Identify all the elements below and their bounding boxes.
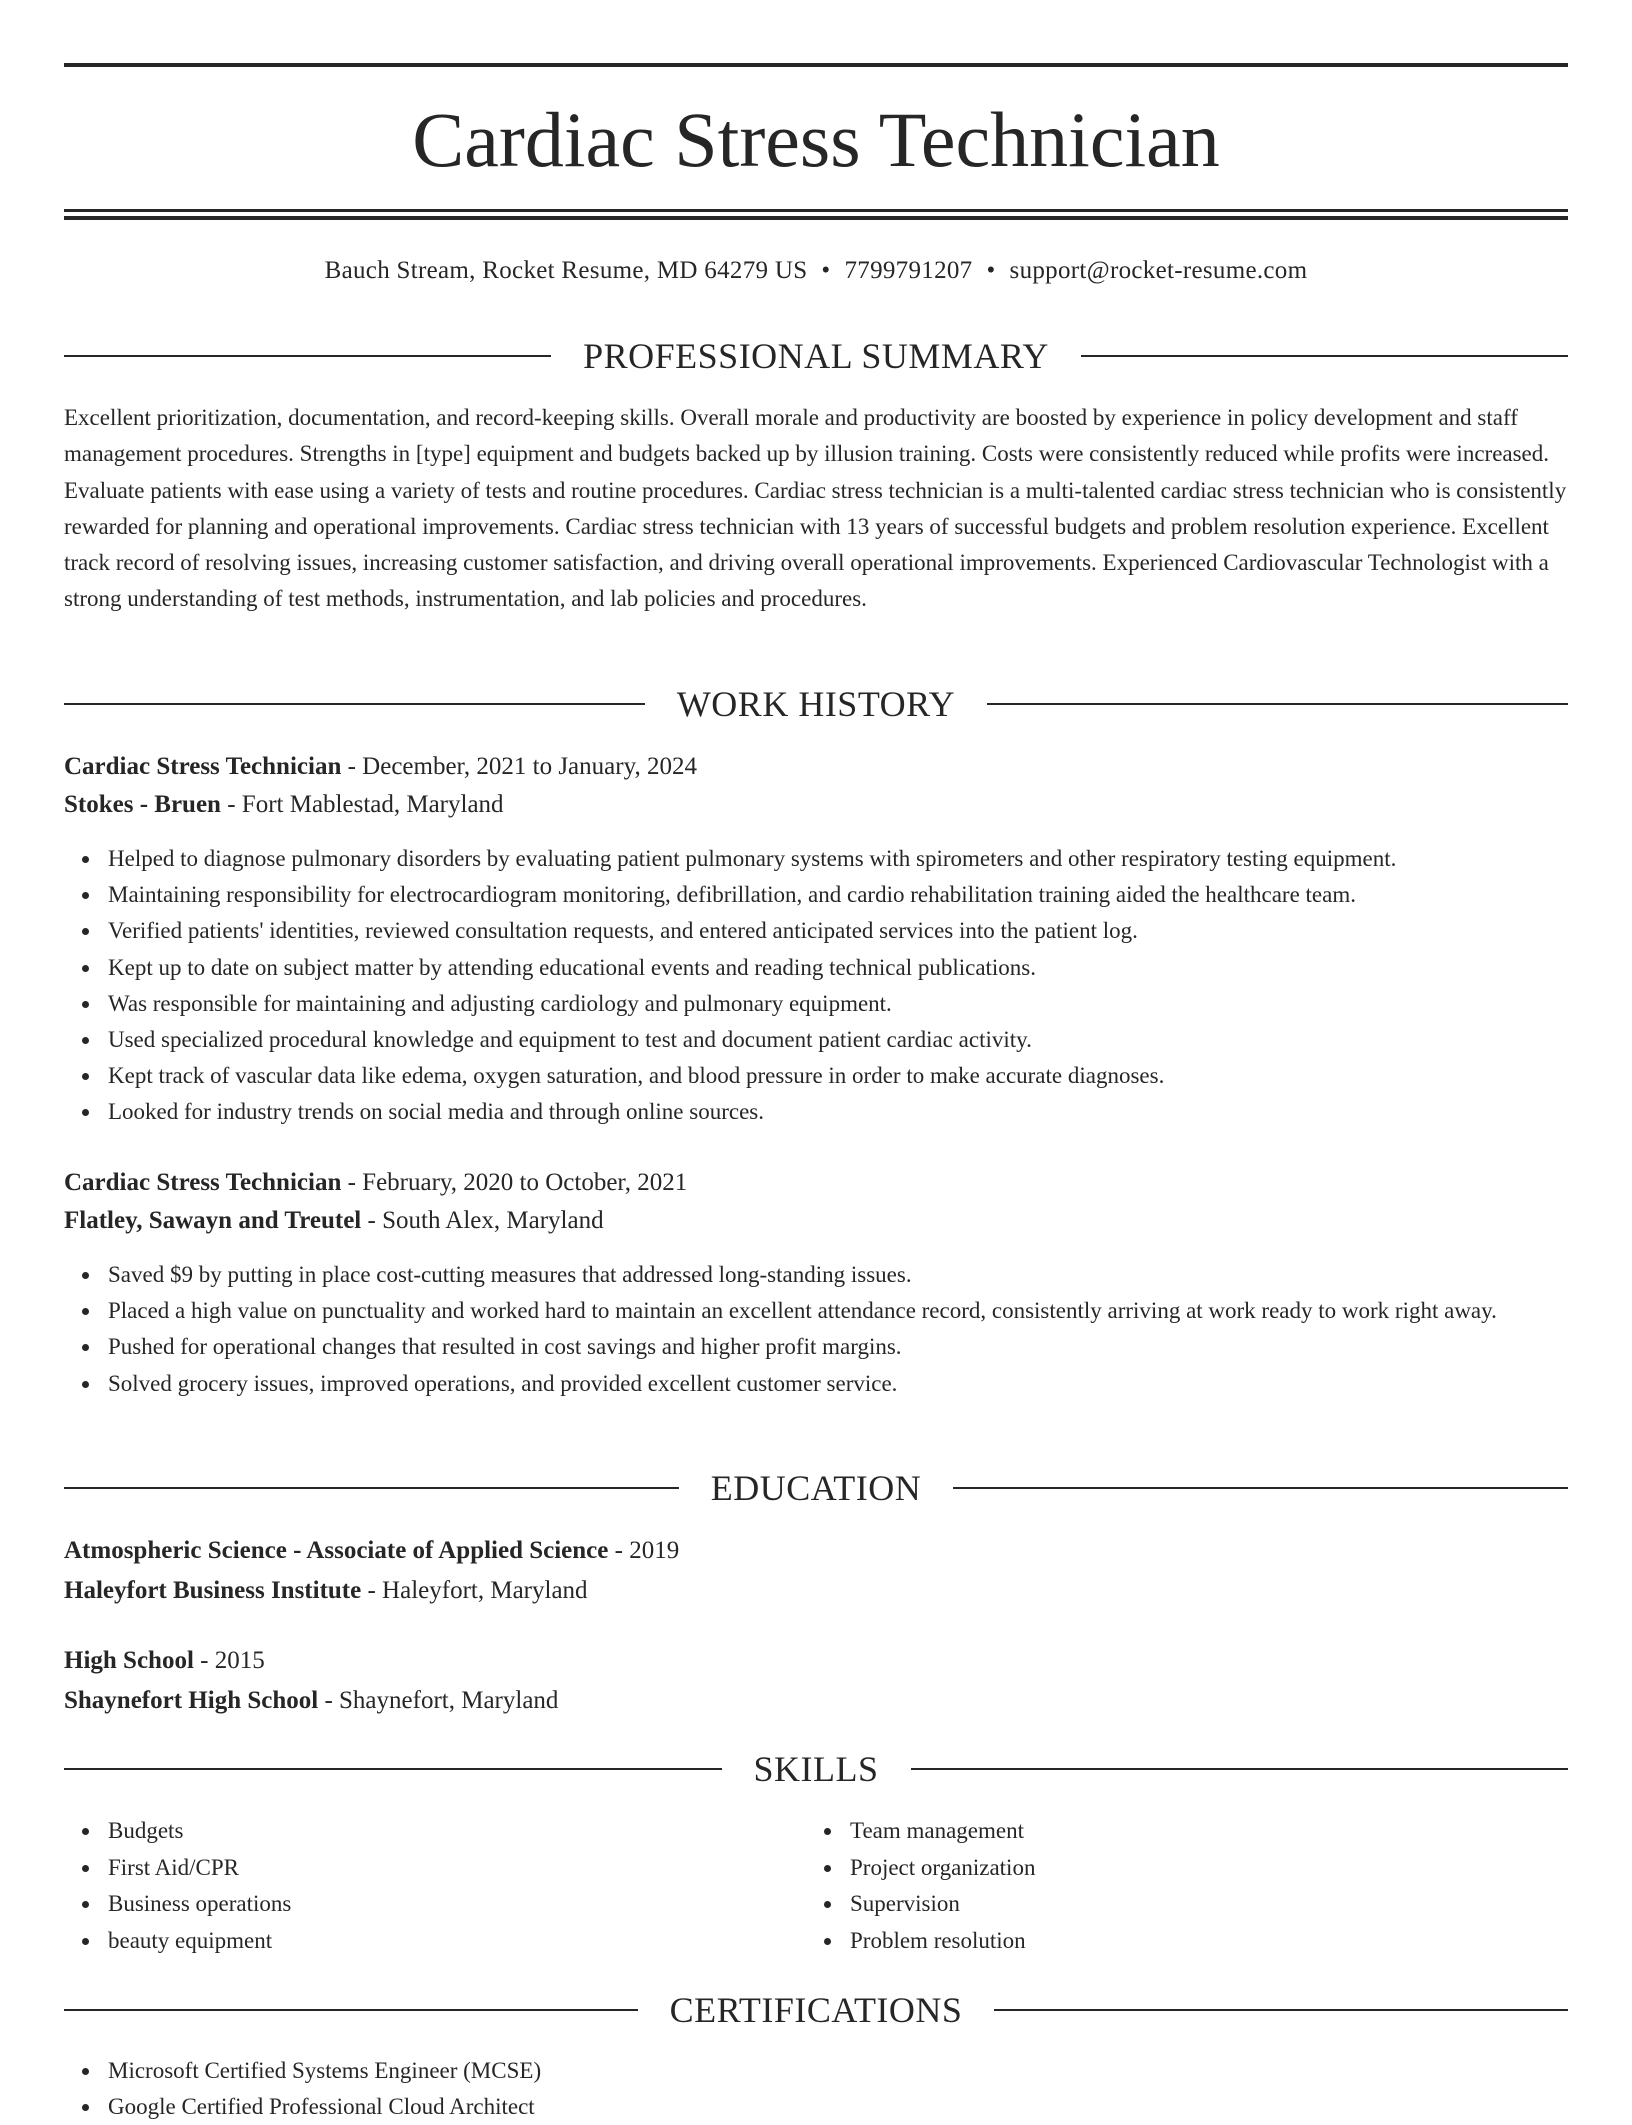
education-degree-line bbox=[64, 1534, 679, 1568]
section-rule bbox=[64, 2009, 638, 2011]
job-bullet: Was responsible for maintaining and adjusting cardiology and pulmonary equipment. bbox=[108, 986, 1612, 1022]
skills-list-right bbox=[806, 1813, 1550, 1960]
job-dates: - February, 2020 to October, 2021 bbox=[341, 1169, 688, 1196]
job-company-line bbox=[64, 1204, 604, 1238]
job-title: Cardiac Stress Technician bbox=[64, 1169, 342, 1196]
education-location: - Shaynefort, Maryland bbox=[318, 1687, 559, 1714]
job-bullet: Placed a high value on punctuality and worked hard to maintain an excellent attendance record, consistently arriving at work ready to work right away. bbox=[108, 1293, 1612, 1329]
job-dates: - December, 2021 to January, 2024 bbox=[341, 753, 697, 780]
contact-line bbox=[64, 254, 1568, 288]
skill-item: Business operations bbox=[108, 1886, 808, 1923]
section-rule bbox=[64, 703, 645, 705]
section-title: SKILLS bbox=[753, 1749, 879, 1789]
job-company: Stokes - Bruen bbox=[64, 791, 221, 818]
section-header-summary bbox=[64, 334, 1568, 378]
job-bullet: Maintaining responsibility for electrocardiogram monitoring, defibrillation, and cardio rehabilitation training aided the healthcare team. bbox=[108, 877, 1612, 913]
skills-list-left bbox=[64, 1813, 808, 1960]
section-rule bbox=[987, 703, 1568, 705]
section-title: CERTIFICATIONS bbox=[669, 1990, 963, 2030]
education-year: - 2019 bbox=[608, 1537, 680, 1564]
education-degree-line bbox=[64, 1644, 265, 1678]
contact-separator: • bbox=[986, 257, 996, 284]
education-school-line bbox=[64, 1684, 558, 1718]
skill-item: Project organization bbox=[850, 1850, 1550, 1887]
certification-item: Microsoft Certified Systems Engineer (MCSE) bbox=[108, 2053, 1612, 2089]
job-bullet: Helped to diagnose pulmonary disorders by evaluating patient pulmonary systems with spirometers and other respiratory testing equipment. bbox=[108, 841, 1612, 877]
job-company-line bbox=[64, 788, 504, 822]
section-title: EDUCATION bbox=[710, 1468, 922, 1508]
job-location: - South Alex, Maryland bbox=[361, 1207, 604, 1234]
skill-item: First Aid/CPR bbox=[108, 1850, 808, 1887]
job-bullet: Looked for industry trends on social media and through online sources. bbox=[108, 1094, 1612, 1130]
skill-item: Supervision bbox=[850, 1886, 1550, 1923]
certification-item: Google Certified Professional Cloud Architect bbox=[108, 2089, 1612, 2125]
contact-separator: • bbox=[821, 257, 831, 284]
education-degree: High School bbox=[64, 1647, 194, 1674]
job-company: Flatley, Sawayn and Treutel bbox=[64, 1207, 362, 1234]
section-title: PROFESSIONAL SUMMARY bbox=[583, 336, 1049, 376]
job-bullet: Solved grocery issues, improved operations, and provided excellent customer service. bbox=[108, 1366, 1612, 1402]
resume-title: Cardiac Stress Technician bbox=[412, 96, 1220, 183]
job-bullet: Saved $9 by putting in place cost-cutting measures that addressed long-standing issues. bbox=[108, 1257, 1612, 1293]
job-title: Cardiac Stress Technician bbox=[64, 753, 342, 780]
section-header-work bbox=[64, 682, 1568, 726]
job-bullet: Pushed for operational changes that resulted in cost savings and higher profit margins. bbox=[108, 1329, 1612, 1365]
job-title-line bbox=[64, 1166, 687, 1200]
contact-phone: 7799791207 bbox=[844, 257, 973, 284]
section-title: WORK HISTORY bbox=[676, 684, 956, 724]
section-header-education bbox=[64, 1466, 1568, 1510]
contact-address: Bauch Stream, Rocket Resume, MD 64279 US bbox=[324, 257, 808, 284]
education-location: - Haleyfort, Maryland bbox=[361, 1577, 588, 1604]
job-bullet-list bbox=[64, 841, 1612, 1131]
section-rule bbox=[994, 2009, 1568, 2011]
section-rule bbox=[953, 1487, 1568, 1489]
skill-item: Team management bbox=[850, 1813, 1550, 1850]
education-year: - 2015 bbox=[193, 1647, 265, 1674]
job-bullet: Verified patients' identities, reviewed consultation requests, and entered anticipated services into the patient log. bbox=[108, 913, 1612, 949]
education-school: Haleyfort Business Institute bbox=[64, 1577, 362, 1604]
summary-paragraph: Excellent prioritization, documentation, and record-keeping skills. Overall morale and productivity are boosted by experience in policy development and staff management procedures. Strengths in [type] equipment and budgets backed up by illusion training. Costs were consistently reduced while profits were increased. Evaluate patients with ease using a variety of tests and routine procedures. Cardiac stress technician is a multi-talented cardiac stress technician who is consistently rewarded for planning and operational improvements. Cardiac stress technician with 13 years of successful budgets and problem resolution experience. Excellent track record of resolving issues, increasing customer satisfaction, and driving overall operational improvements. Experienced Cardiovascular Technologist with a strong understanding of test methods, instrumentation, and lab policies and procedures. bbox=[64, 405, 1567, 612]
certification-list bbox=[64, 2053, 1612, 2125]
section-rule bbox=[911, 1768, 1569, 1770]
section-rule bbox=[64, 1768, 722, 1770]
skill-item: Problem resolution bbox=[850, 1923, 1550, 1960]
header-bottom-rule bbox=[64, 209, 1568, 212]
skill-item: beauty equipment bbox=[108, 1923, 808, 1960]
job-bullet: Kept track of vascular data like edema, oxygen saturation, and blood pressure in order to make accurate diagnoses. bbox=[108, 1058, 1612, 1094]
header-top-rule bbox=[64, 63, 1568, 67]
education-degree: Atmospheric Science - Associate of Applied Science bbox=[64, 1537, 609, 1564]
job-bullet-list bbox=[64, 1257, 1612, 1402]
section-header-skills bbox=[64, 1747, 1568, 1791]
section-rule bbox=[64, 1487, 679, 1489]
job-title-line bbox=[64, 750, 697, 784]
job-bullet: Used specialized procedural knowledge and equipment to test and document patient cardiac activity. bbox=[108, 1022, 1612, 1058]
job-bullet: Kept up to date on subject matter by attending educational events and reading technical publications. bbox=[108, 950, 1612, 986]
job-location: - Fort Mablestad, Maryland bbox=[220, 791, 504, 818]
education-school: Shaynefort High School bbox=[64, 1687, 319, 1714]
section-header-certifications bbox=[64, 1988, 1568, 2032]
education-school-line bbox=[64, 1574, 588, 1608]
contact-email[interactable]: support@rocket-resume.com bbox=[1009, 257, 1308, 284]
header-bottom-rule-thick bbox=[64, 216, 1568, 220]
section-rule bbox=[1081, 355, 1568, 357]
section-rule bbox=[64, 355, 551, 357]
skill-item: Budgets bbox=[108, 1813, 808, 1850]
